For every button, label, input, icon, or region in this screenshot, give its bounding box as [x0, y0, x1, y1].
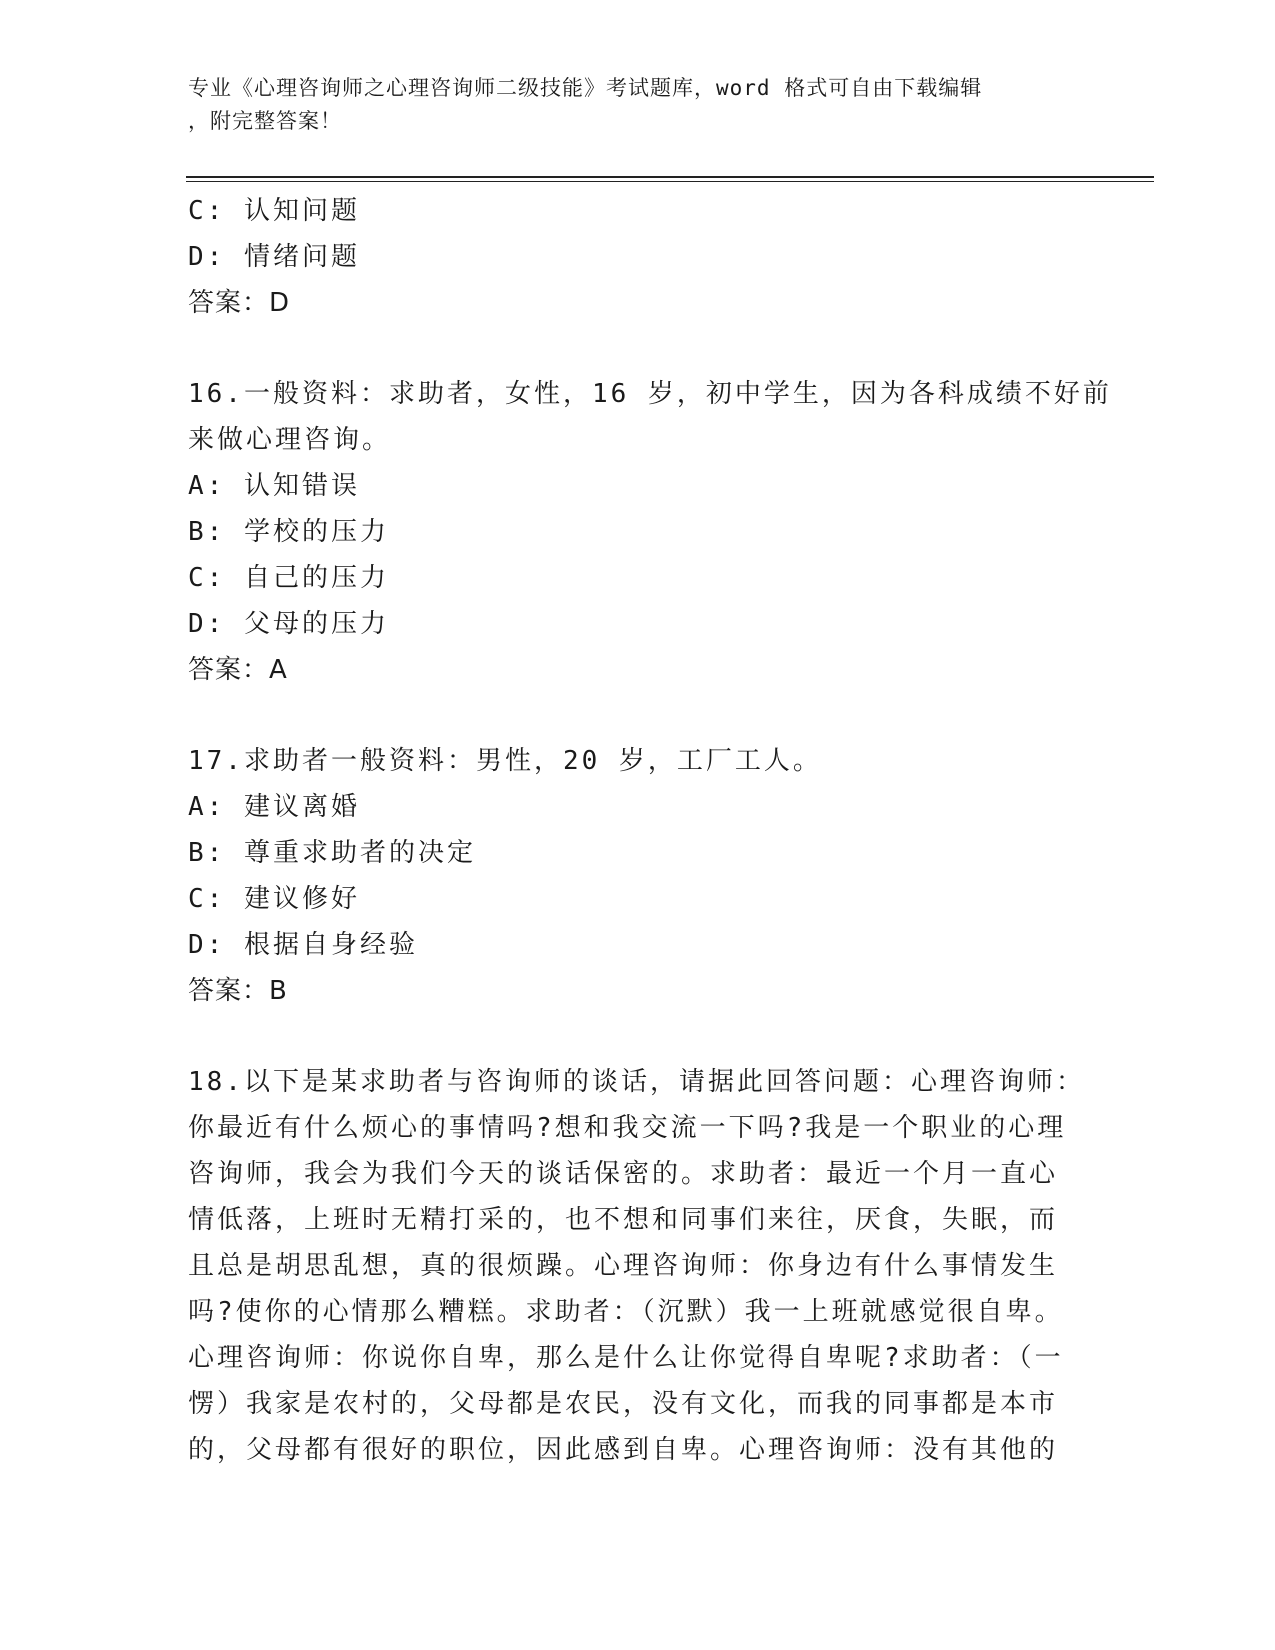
question-text-line: 且总是胡思乱想，真的很烦躁。心理咨询师：你身边有什么事情发生 — [188, 1251, 1059, 1281]
question-16 — [188, 371, 1112, 693]
spacer — [188, 1014, 1078, 1059]
previous-question — [188, 188, 1078, 326]
question-text-line: 你最近有什么烦心的事情吗?想和我交流一下吗?我是一个职业的心理 — [188, 1113, 1067, 1143]
option-c: C: 建议修好 — [188, 884, 360, 914]
document-header: 专业《心理咨询师之心理咨询师二级技能》考试题库，word 格式可自由下载编辑 ，附完整答案！ — [188, 76, 983, 133]
option-a: A: 认知错误 — [188, 471, 360, 501]
question-text-line: 咨询师，我会为我们今天的谈话保密的。求助者：最近一个月一直心 — [188, 1159, 1059, 1189]
question-18 — [188, 1059, 1085, 1473]
header-rule-thin — [186, 181, 1154, 182]
question-content — [188, 188, 1112, 1473]
option-b: B: 学校的压力 — [188, 517, 389, 547]
option-c: C: 自己的压力 — [188, 563, 389, 593]
answer-line: 答案：B — [188, 976, 288, 1006]
option-d: D: 根据自身经验 — [188, 930, 418, 960]
question-17 — [188, 738, 1078, 1014]
question-text-line: 情低落，上班时无精打采的，也不想和同事们来往，厌食，失眠，而 — [188, 1205, 1059, 1235]
spacer — [188, 693, 1078, 738]
option-a: A: 建议离婚 — [188, 792, 360, 822]
option-c: C: 认知问题 — [188, 196, 360, 226]
question-text-line: 的，父母都有很好的职位，因此感到自卑。心理咨询师：没有其他的 — [188, 1435, 1059, 1465]
question-stem: 16.一般资料：求助者，女性，16 岁，初中学生，因为各科成绩不好前 — [188, 379, 1112, 409]
question-text-line: 心理咨询师：你说你自卑，那么是什么让你觉得自卑呢?求助者：（一 — [188, 1343, 1064, 1373]
question-stem: 17.求助者一般资料：男性，20 岁，工厂工人。 — [188, 746, 822, 776]
answer-line: 答案：D — [188, 288, 291, 318]
answer-line: 答案：A — [188, 655, 288, 685]
question-text-line: 吗?使你的心情那么糟糕。求助者：（沉默）我一上班就感觉很自卑。 — [188, 1297, 1064, 1327]
option-d: D: 情绪问题 — [188, 242, 360, 272]
option-d: D: 父母的压力 — [188, 609, 389, 639]
header-rule-thick — [186, 176, 1154, 178]
spacer — [188, 326, 1078, 371]
question-stem-continued: 来做心理咨询。 — [188, 425, 392, 455]
question-text-line: 愣）我家是农村的，父母都是农民，没有文化，而我的同事都是本市 — [188, 1389, 1059, 1419]
question-text-line: 18.以下是某求助者与咨询师的谈话，请据此回答问题：心理咨询师： — [188, 1067, 1085, 1097]
option-b: B: 尊重求助者的决定 — [188, 838, 476, 868]
